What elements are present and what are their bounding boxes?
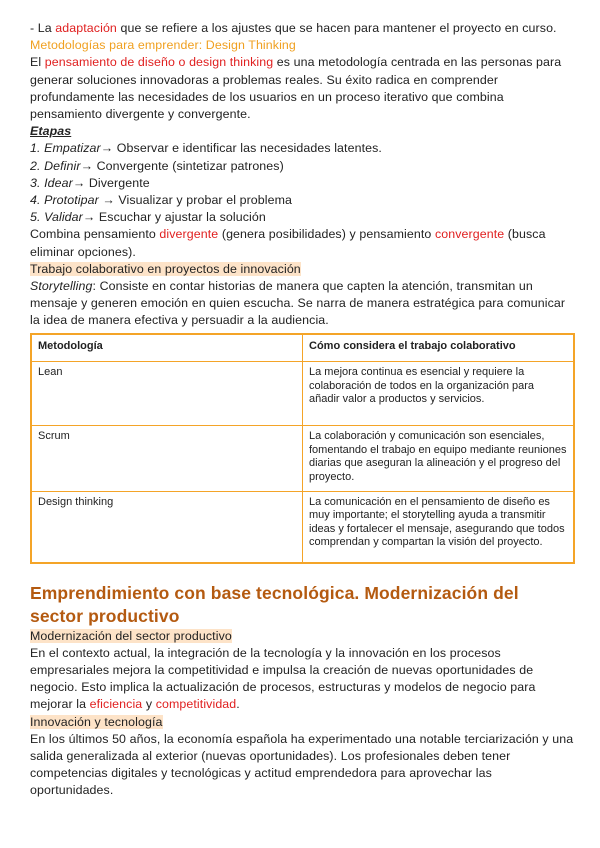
methodology-table (30, 333, 575, 564)
stage-item: 4. Prototipar → Visualizar y probar el problema (30, 193, 293, 208)
etapas-heading: Etapas (30, 124, 72, 139)
table-cell-method: Lean (31, 362, 303, 426)
design-thinking-heading: Metodologías para emprender: Design Thinking (30, 38, 296, 53)
table-header-cell: Metodología (31, 334, 303, 362)
modernizacion-paragraph: En el contexto actual, la integración de la tecnología y la innovación en los procesos empresariales mejora la competitividad e impulsa la creación de nuevas oportunidades de negocio. Esto implica la actualización de procesos, estructuras y modelos de negocio para mejorar la eficiencia y competitividad. (30, 645, 536, 712)
section-title: Emprendimiento con base tecnológica. Modernización del sector productivo (30, 582, 519, 626)
table-cell-text: La comunicación en el pensamiento de diseño es muy importante; el storytelling ayuda a transmitir ideas y fortalecer el mensaje, asegurando que todos comprendan y compartan la visión del proyecto. (303, 491, 575, 563)
innovacion-paragraph: En los últimos 50 años, la economía española ha experimentado una notable terciarización y una salida generalizada al exterior (nuevas oportunidades). Los profesionales deben tener competencias digitales y tecnológicas y actitud emprendedora para aprovechar las oportunidades. (30, 731, 574, 798)
innovacion-heading: Innovación y tecnología (30, 714, 163, 729)
adaptacion-term: adaptación (55, 21, 117, 35)
stage-item: 3. Idear→ Divergente (30, 175, 150, 190)
table-cell-method: Scrum (31, 426, 303, 491)
table-cell-text: La colaboración y comunicación son esenciales, fomentando el trabajo en equipo mediante reuniones diarias que aseguran la alineación y el progreso del proyecto. (303, 426, 575, 491)
stage-item: 1. Empatizar→ Observar e identificar las necesidades latentes. (30, 141, 382, 156)
adaptacion-paragraph: - La adaptación que se refiere a los ajustes que se hacen para mantener el proyecto en curso. (30, 21, 557, 35)
table-header-cell: Cómo considera el trabajo colaborativo (303, 334, 575, 362)
stage-item: 5. Validar→ Escuchar y ajustar la solución (30, 210, 266, 225)
modernizacion-heading: Modernización del sector productivo (30, 628, 232, 643)
table-cell-text: La mejora continua es esencial y requiere la colaboración de todos en la organización para añadir valor a productos y servicios. (303, 362, 575, 426)
design-thinking-term: pensamiento de diseño o design thinking (44, 55, 274, 70)
trabajo-heading: Trabajo colaborativo en proyectos de innovación (30, 261, 301, 276)
table-row (31, 491, 574, 563)
combina-paragraph: Combina pensamiento divergente (genera posibilidades) y pensamiento convergente (busca eliminar opciones). (30, 227, 546, 259)
design-thinking-paragraph: El pensamiento de diseño o design thinking es una metodología centrada en las personas para generar soluciones innovadoras a problemas reales. Su éxito radica en comprender profundamente las necesidades de los usuarios en un proceso iterativo que combina pensamiento divergente y convergente. (30, 55, 562, 122)
table-cell-method: Design thinking (31, 491, 303, 563)
stage-item: 2. Definir→ Convergente (sintetizar patrones) (30, 158, 284, 173)
table-header-row (31, 334, 574, 362)
document-page (30, 20, 575, 800)
storytelling-paragraph: Storytelling: Consiste en contar historias de manera que capten la atención, transmitan un mensaje y generen emoción en quien escucha. Se narra de manera estratégica para comunicar la idea de manera efectiva y persuadir a la audiencia. (30, 279, 566, 328)
table-row (31, 426, 574, 491)
table-row (31, 362, 574, 426)
